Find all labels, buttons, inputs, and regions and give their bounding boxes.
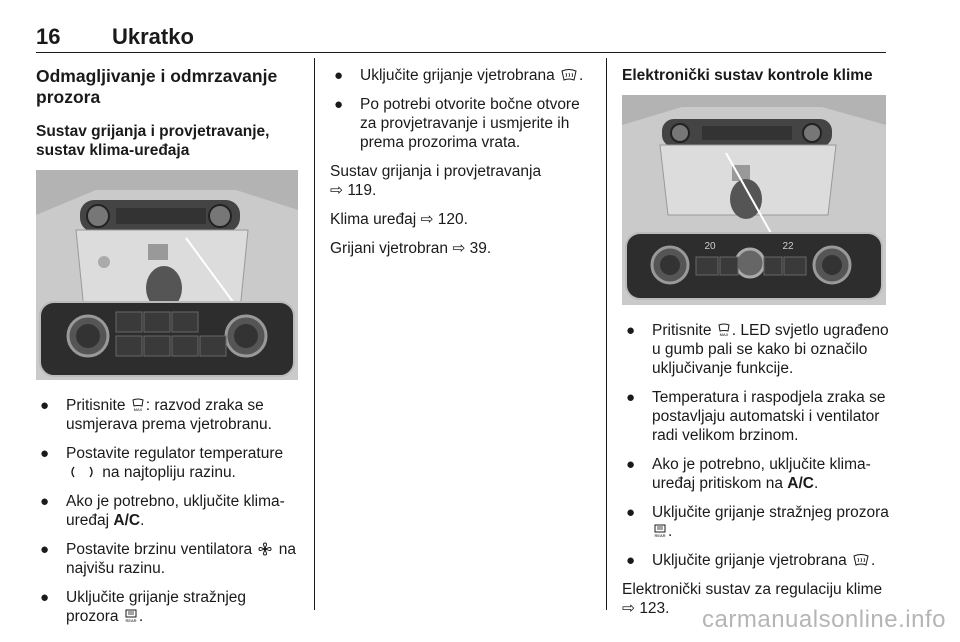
right-temp-label: 22: [782, 241, 794, 252]
cross-reference: Klima uređaj ⇨ 120.: [330, 211, 468, 228]
watermark: carmanualsonline.info: [702, 606, 946, 633]
column-2: [330, 66, 598, 268]
column-divider-1: [314, 58, 315, 610]
windscreen-max-icon: [718, 323, 730, 337]
page-ref-arrow-icon: ⇨: [452, 240, 466, 257]
list-item: ● Pritisnite MAX . LED svjetlo ugrađeno u gumb pali se kako bi označilo uključivanje funkcije.: [626, 322, 889, 377]
rear-defrost-icon: [654, 524, 666, 538]
chapter-title: Ukratko: [112, 24, 194, 49]
list-item: ● Ako je potrebno, uključite klima-uređaj A/C.: [40, 493, 285, 529]
instruction-list-3: [622, 321, 890, 570]
svg-text:MAX: MAX: [719, 332, 729, 337]
list-item: ● Uključite grijanje stražnjeg prozora REAR .: [40, 589, 247, 625]
list-item: ● Po potrebi otvorite bočne otvore za provjetravanje i usmjerite ih prema prozorima vrata.: [334, 96, 580, 151]
rear-defrost-icon: [125, 609, 137, 623]
windscreen-max-icon: [132, 398, 144, 412]
column-3: [622, 66, 890, 628]
page-ref-arrow-icon: ⇨: [622, 600, 635, 617]
list-item: ● Uključite grijanje stražnjeg prozora REAR .: [626, 504, 889, 540]
page-ref-arrow-icon: ⇨: [420, 211, 434, 228]
list-item: ● Uključite grijanje vjetrobrana .: [334, 67, 584, 84]
electronic-climate-figure: [622, 95, 886, 305]
section-heading: Odmagljivanje i odmrzavanje prozora: [36, 66, 278, 107]
instruction-list-1: [36, 396, 302, 626]
cross-reference: Grijani vjetrobran ⇨ 39.: [330, 240, 492, 257]
windscreen-heat-icon: [853, 553, 869, 567]
column-1: [36, 66, 302, 636]
page-ref-arrow-icon: ⇨: [330, 182, 343, 199]
header-rule: [36, 52, 886, 53]
section-subheading: Sustav grijanja i provjetravanje, sustav klima-uređaja: [36, 123, 270, 159]
climate-panel-figure: [36, 170, 298, 380]
svg-text:REAR: REAR: [125, 618, 137, 623]
list-item: ● Ako je potrebno, uključite klima-uređaj pritiskom na A/C.: [626, 456, 871, 492]
instruction-list-2: [330, 66, 598, 152]
list-item: ● Postavite regulator temperature na najtopliju razinu.: [40, 445, 284, 481]
cross-reference: Elektronički sustav za regulaciju klime ⇨ 123.: [622, 581, 883, 617]
list-item: ● Pritisnite MAX : razvod zraka se usmjerava prema vjetrobranu.: [40, 397, 272, 433]
fan-icon: [258, 542, 272, 556]
temperature-arcs-icon: [68, 465, 96, 479]
windscreen-heat-icon: [561, 68, 577, 82]
section-heading: Elektronički sustav kontrole klime: [622, 67, 873, 84]
svg-text:REAR: REAR: [654, 533, 666, 538]
cross-reference: Sustav grijanja i provjetravanja ⇨ 119.: [330, 163, 542, 199]
list-item: ● Postavite brzinu ventilatora na najvišu razinu.: [40, 541, 296, 577]
left-temp-label: 20: [704, 241, 716, 252]
page-number: 16: [36, 24, 61, 49]
svg-text:MAX: MAX: [133, 407, 143, 412]
list-item: ● Uključite grijanje vjetrobrana .: [626, 552, 876, 569]
column-divider-2: [606, 58, 607, 610]
list-item: ● Temperatura i raspodjela zraka se postavljaju automatski i ventilator radi velikom brzinom.: [626, 389, 886, 444]
